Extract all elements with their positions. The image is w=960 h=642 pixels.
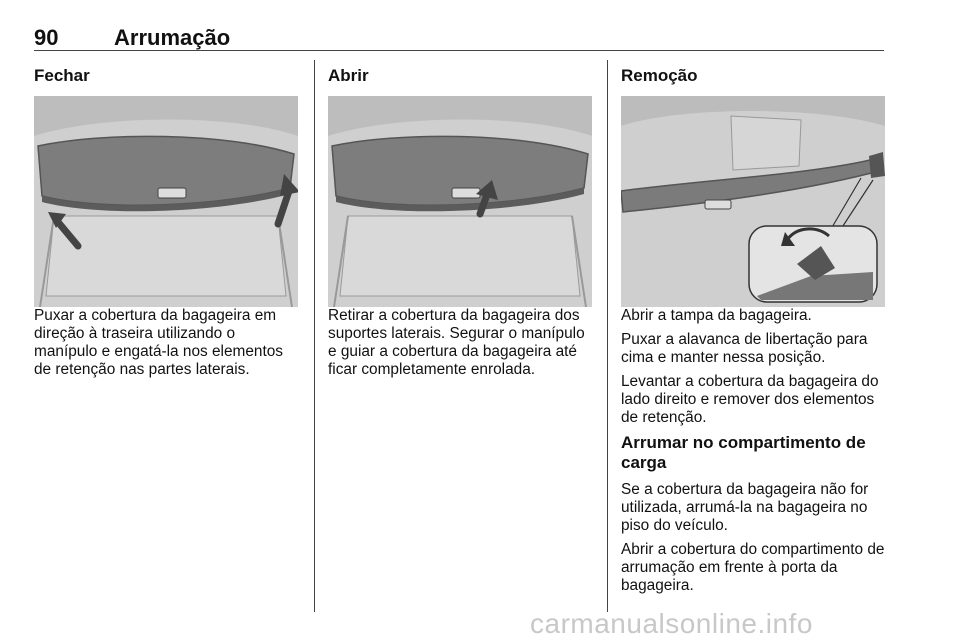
section-heading-open: Abrir (328, 66, 369, 85)
paragraph: Retirar a cobertura da bagageira dos suportes laterais. Segurar o manípulo e guiar a cobertura da bagageira até ficar completamente enrolada. (328, 307, 585, 378)
header-rule (34, 50, 884, 51)
cargo-cover-removal-illustration (621, 96, 885, 307)
paragraph: Se a cobertura da bagageira não for utilizada, arrumá-la na bagageira no piso do veículo. (621, 481, 869, 534)
page-title: Arrumação (114, 25, 231, 50)
cargo-cover-open-illustration (328, 96, 592, 307)
paragraph: Puxar a cobertura da bagageira em direção à traseira utilizando o manípulo e engatá-la nos elementos de retenção nas partes laterais. (34, 307, 283, 378)
cargo-cover-close-illustration (34, 96, 298, 307)
paragraph: Levantar a cobertura da bagageira do lado direito e remover dos elementos de retenção. (621, 373, 879, 426)
column-divider (607, 60, 608, 612)
column-close (34, 66, 298, 385)
page-number: 90 (34, 25, 59, 50)
column-divider (314, 60, 315, 612)
paragraph: Abrir a tampa da bagageira. (621, 307, 812, 324)
section-heading-removal: Remoção (621, 66, 698, 85)
section-subheading-stow: Arrumar no compartimento de carga (621, 433, 866, 472)
column-open (328, 66, 592, 385)
section-heading-close: Fechar (34, 66, 90, 85)
paragraph: Puxar a alavanca de libertação para cima e manter nessa posição. (621, 331, 868, 366)
paragraph: Abrir a cobertura do compartimento de arrumação em frente à porta da bagageira. (621, 541, 885, 594)
watermark: carmanualsonline.info (530, 608, 813, 639)
column-removal (621, 66, 885, 601)
